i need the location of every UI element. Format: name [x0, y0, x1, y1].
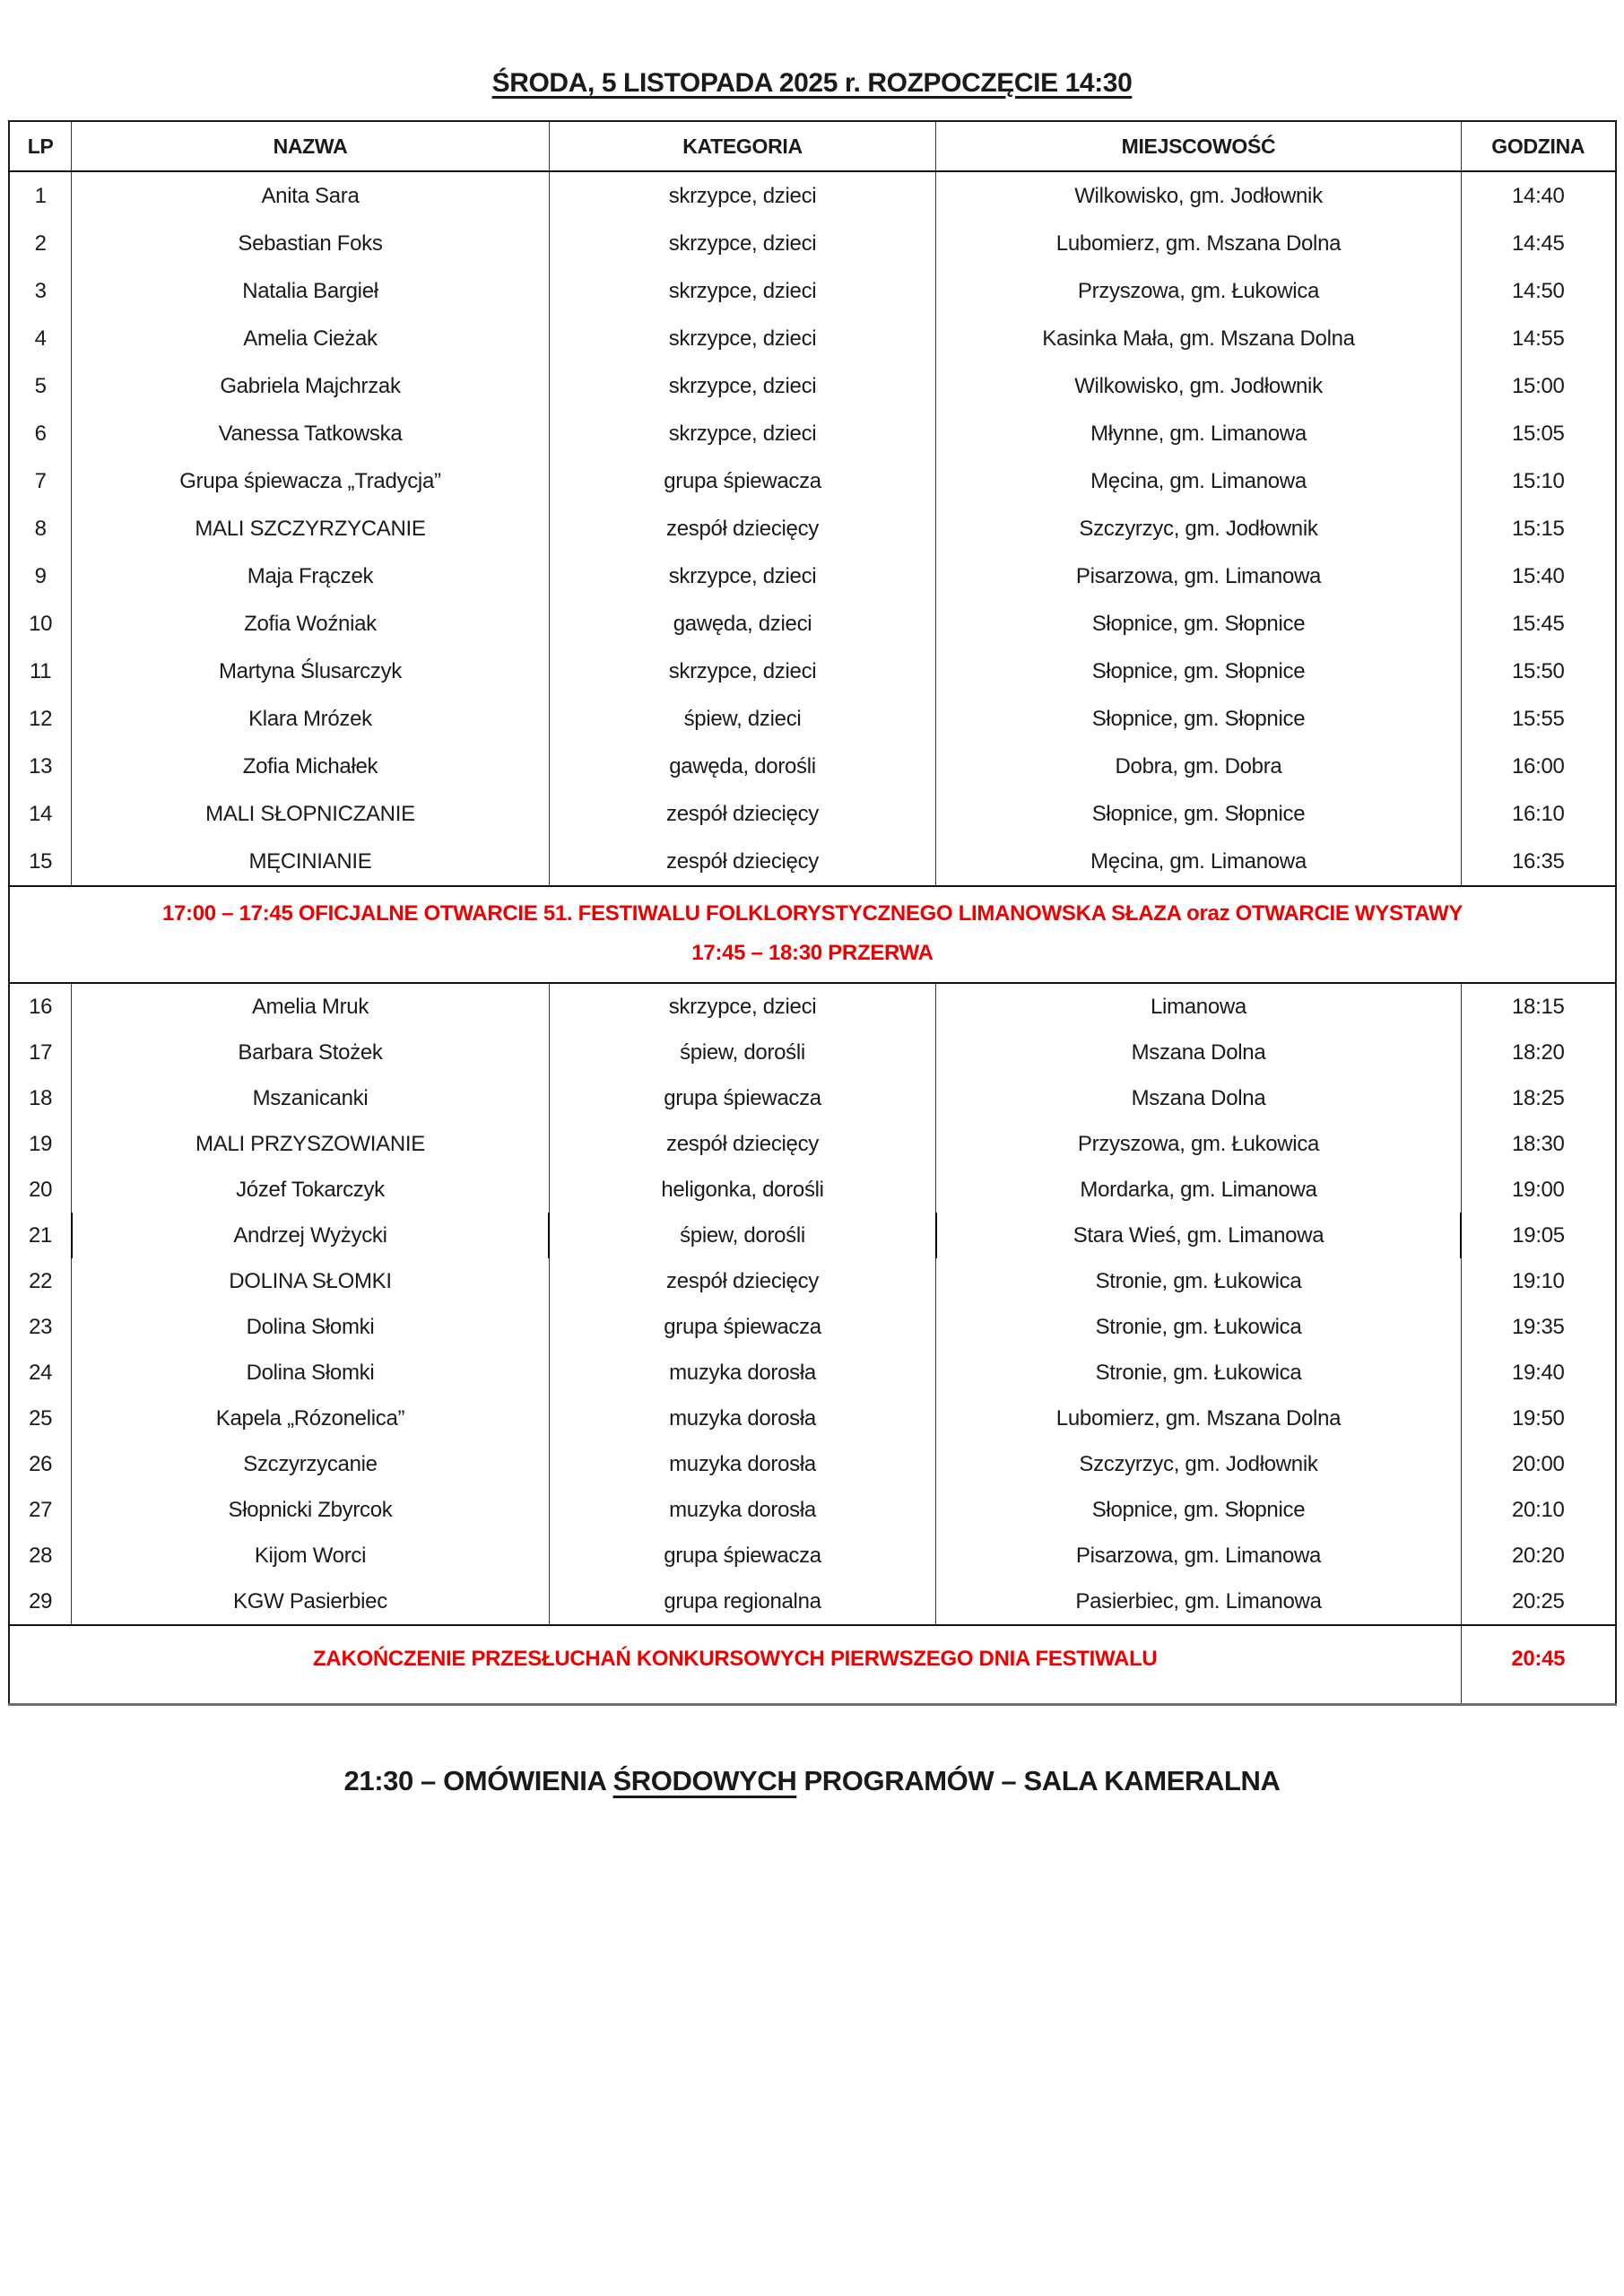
cell-lp: 9 — [34, 563, 47, 588]
cell-miejscowosc: Stronie, gm. Łukowica — [936, 1304, 1461, 1350]
cell-kategoria: grupa śpiewacza — [549, 1075, 936, 1121]
cell-lp: 13 — [29, 753, 53, 778]
table-row — [9, 552, 1616, 600]
cell-godzina: 15:45 — [1461, 600, 1616, 648]
cell-lp: 19 — [29, 1131, 53, 1156]
cell-godzina: 15:10 — [1461, 457, 1616, 505]
cell-miejscowosc: Słopnice, gm. Słopnice — [936, 1487, 1461, 1533]
cell-godzina: 15:40 — [1461, 552, 1616, 600]
banner-row — [9, 886, 1616, 983]
cell-nazwa: Kijom Worci — [72, 1533, 549, 1578]
cell-lp: 7 — [34, 468, 47, 493]
cell-miejscowosc: Lubomierz, gm. Mszana Dolna — [936, 1396, 1461, 1441]
table-row — [9, 362, 1616, 410]
cell-miejscowosc: Słopnice, gm. Słopnice — [936, 600, 1461, 648]
cell-lp: 28 — [29, 1543, 53, 1568]
table-row — [9, 983, 1616, 1030]
cell-kategoria: gawęda, dorośli — [549, 743, 936, 790]
cell-lp: 4 — [34, 326, 47, 351]
cell-miejscowosc: Młynne, gm. Limanowa — [936, 410, 1461, 457]
evening-note-underlined: ŚRODOWYCH — [612, 1765, 797, 1796]
cell-kategoria: gawęda, dzieci — [549, 600, 936, 648]
cell-miejscowosc: Stronie, gm. Łukowica — [936, 1350, 1461, 1396]
cell-kategoria: grupa śpiewacza — [549, 1304, 936, 1350]
closing-row — [9, 1625, 1616, 1705]
cell-nazwa: Słopnicki Zbyrcok — [72, 1487, 549, 1533]
cell-nazwa: Amelia Cieżak — [72, 315, 549, 362]
cell-nazwa: Maja Frączek — [72, 552, 549, 600]
cell-godzina: 16:35 — [1461, 838, 1616, 886]
cell-lp: 17 — [29, 1039, 53, 1065]
table-row — [9, 505, 1616, 552]
cell-nazwa: Józef Tokarczyk — [72, 1167, 549, 1213]
header-kategoria: KATEGORIA — [549, 121, 936, 171]
table-row — [9, 410, 1616, 457]
header-godzina: GODZINA — [1461, 121, 1616, 171]
cell-miejscowosc: Męcina, gm. Limanowa — [936, 457, 1461, 505]
table-row — [9, 315, 1616, 362]
cell-miejscowosc: Pisarzowa, gm. Limanowa — [936, 552, 1461, 600]
cell-lp: 8 — [34, 516, 47, 541]
closing-row-group — [9, 1625, 1616, 1705]
header-nazwa: NAZWA — [72, 121, 549, 171]
cell-lp: 14 — [29, 801, 53, 826]
cell-godzina: 18:15 — [1461, 983, 1616, 1030]
page-title-text: ŚRODA, 5 LISTOPADA 2025 r. ROZPOCZĘCIE 14:30 — [491, 68, 1133, 98]
cell-kategoria: skrzypce, dzieci — [549, 267, 936, 315]
cell-kategoria: grupa śpiewacza — [549, 1533, 936, 1578]
cell-miejscowosc: Przyszowa, gm. Łukowica — [936, 1121, 1461, 1167]
cell-godzina: 18:25 — [1461, 1075, 1616, 1121]
cell-miejscowosc: Mordarka, gm. Limanowa — [936, 1167, 1461, 1213]
cell-lp: 21 — [28, 1222, 52, 1248]
cell-nazwa: MALI SŁOPNICZANIE — [72, 790, 549, 838]
table-row — [9, 267, 1616, 315]
evening-note-prefix: 21:30 – OMÓWIENIA — [343, 1765, 613, 1796]
cell-kategoria: muzyka dorosła — [549, 1396, 936, 1441]
cell-godzina: 15:15 — [1461, 505, 1616, 552]
cell-nazwa: Szczyrzycanie — [72, 1441, 549, 1487]
cell-nazwa: Martyna Ślusarczyk — [72, 648, 549, 695]
cell-godzina: 19:05 — [1461, 1213, 1616, 1258]
cell-miejscowosc: Mszana Dolna — [936, 1030, 1461, 1075]
table-row — [9, 790, 1616, 838]
cell-godzina: 15:05 — [1461, 410, 1616, 457]
table-row — [9, 838, 1616, 886]
cell-nazwa: Zofia Woźniak — [72, 600, 549, 648]
table-row — [9, 1030, 1616, 1075]
cell-miejscowosc: Słopnice, gm. Słopnice — [936, 790, 1461, 838]
cell-nazwa: Amelia Mruk — [72, 983, 549, 1030]
cell-lp: 11 — [30, 658, 52, 683]
cell-godzina: 15:55 — [1461, 695, 1616, 743]
cell-kategoria: skrzypce, dzieci — [549, 362, 936, 410]
cell-nazwa: MALI PRZYSZOWIANIE — [72, 1121, 549, 1167]
cell-miejscowosc: Limanowa — [936, 983, 1461, 1030]
cell-godzina: 15:00 — [1461, 362, 1616, 410]
cell-miejscowosc: Pasierbiec, gm. Limanowa — [936, 1578, 1461, 1625]
table-row — [9, 1258, 1616, 1304]
cell-kategoria: skrzypce, dzieci — [549, 983, 936, 1030]
cell-nazwa: Dolina Słomki — [72, 1350, 549, 1396]
header-lp: LP — [9, 121, 72, 171]
cell-nazwa: KGW Pasierbiec — [72, 1578, 549, 1625]
cell-nazwa: Mszanicanki — [72, 1075, 549, 1121]
table-row — [9, 1167, 1616, 1213]
banner-line-1: 17:00 – 17:45 OFICJALNE OTWARCIE 51. FESTIWALU FOLKLORYSTYCZNEGO LIMANOWSKA SŁAZA oraz OTWARCIE WYSTAWY — [161, 901, 1463, 926]
cell-lp: 29 — [29, 1588, 53, 1613]
cell-lp: 1 — [34, 183, 47, 208]
cell-lp: 26 — [29, 1451, 53, 1476]
cell-lp: 16 — [29, 994, 53, 1019]
cell-kategoria: skrzypce, dzieci — [549, 410, 936, 457]
table-row — [9, 1441, 1616, 1487]
cell-godzina: 19:00 — [1461, 1167, 1616, 1213]
cell-miejscowosc: Pisarzowa, gm. Limanowa — [936, 1533, 1461, 1578]
table-row — [9, 1213, 1616, 1258]
cell-godzina: 18:30 — [1461, 1121, 1616, 1167]
cell-miejscowosc: Szczyrzyc, gm. Jodłownik — [936, 1441, 1461, 1487]
cell-nazwa: Sebastian Foks — [72, 220, 549, 267]
cell-lp: 5 — [34, 373, 47, 398]
cell-godzina: 20:25 — [1461, 1578, 1616, 1625]
cell-godzina: 14:40 — [1461, 171, 1616, 220]
cell-kategoria: zespół dziecięcy — [549, 790, 936, 838]
cell-kategoria: śpiew, dzieci — [549, 695, 936, 743]
cell-lp: 18 — [29, 1085, 53, 1110]
cell-kategoria: muzyka dorosła — [549, 1441, 936, 1487]
cell-kategoria: skrzypce, dzieci — [549, 315, 936, 362]
cell-godzina: 19:35 — [1461, 1304, 1616, 1350]
page-title — [0, 68, 1624, 99]
banner-cell — [9, 886, 1616, 983]
cell-godzina: 19:40 — [1461, 1350, 1616, 1396]
cell-kategoria: grupa regionalna — [549, 1578, 936, 1625]
table-row — [9, 171, 1616, 220]
table-row — [9, 1533, 1616, 1578]
cell-godzina: 18:20 — [1461, 1030, 1616, 1075]
cell-nazwa: Barbara Stożek — [72, 1030, 549, 1075]
cell-godzina: 14:55 — [1461, 315, 1616, 362]
cell-kategoria: śpiew, dorośli — [549, 1030, 936, 1075]
cell-nazwa: MĘCINIANIE — [72, 838, 549, 886]
cell-nazwa: DOLINA SŁOMKI — [72, 1258, 549, 1304]
cell-miejscowosc: Wilkowisko, gm. Jodłownik — [936, 171, 1461, 220]
rows-block-1 — [9, 171, 1616, 886]
table-row — [9, 695, 1616, 743]
cell-lp: 12 — [29, 706, 53, 731]
cell-miejscowosc: Stronie, gm. Łukowica — [936, 1258, 1461, 1304]
cell-miejscowosc: Wilkowisko, gm. Jodłownik — [936, 362, 1461, 410]
cell-lp: 25 — [29, 1405, 53, 1431]
table-row — [9, 1121, 1616, 1167]
cell-godzina: 16:10 — [1461, 790, 1616, 838]
cell-kategoria: skrzypce, dzieci — [549, 648, 936, 695]
cell-miejscowosc: Kasinka Mała, gm. Mszana Dolna — [936, 315, 1461, 362]
table-row — [9, 1075, 1616, 1121]
cell-lp: 10 — [29, 611, 53, 636]
cell-godzina: 19:10 — [1461, 1258, 1616, 1304]
cell-nazwa: Dolina Słomki — [72, 1304, 549, 1350]
cell-miejscowosc: Stara Wieś, gm. Limanowa — [936, 1213, 1461, 1258]
cell-nazwa: Gabriela Majchrzak — [72, 362, 549, 410]
cell-godzina: 20:20 — [1461, 1533, 1616, 1578]
cell-lp: 22 — [29, 1268, 53, 1293]
table-row — [9, 1487, 1616, 1533]
cell-miejscowosc: Męcina, gm. Limanowa — [936, 838, 1461, 886]
cell-nazwa: Klara Mrózek — [72, 695, 549, 743]
table-row — [9, 743, 1616, 790]
banner-line-2: 17:45 – 18:30 PRZERWA — [691, 941, 934, 965]
cell-lp: 27 — [29, 1497, 53, 1522]
cell-nazwa: Natalia Bargieł — [72, 267, 549, 315]
cell-kategoria: heligonka, dorośli — [549, 1167, 936, 1213]
cell-lp: 6 — [34, 421, 47, 446]
cell-miejscowosc: Słopnice, gm. Słopnice — [936, 695, 1461, 743]
cell-lp: 15 — [29, 848, 53, 874]
cell-nazwa: Zofia Michałek — [72, 743, 549, 790]
cell-nazwa: Vanessa Tatkowska — [72, 410, 549, 457]
cell-kategoria: zespół dziecięcy — [549, 1121, 936, 1167]
schedule-table — [8, 120, 1617, 1706]
evening-note-suffix: PROGRAMÓW – SALA KAMERALNA — [796, 1765, 1281, 1796]
cell-godzina: 20:10 — [1461, 1487, 1616, 1533]
table-row — [9, 1350, 1616, 1396]
table-row — [9, 648, 1616, 695]
cell-lp: 2 — [34, 230, 47, 256]
cell-nazwa: Anita Sara — [72, 171, 549, 220]
cell-kategoria: muzyka dorosła — [549, 1350, 936, 1396]
cell-godzina: 16:00 — [1461, 743, 1616, 790]
cell-lp: 23 — [29, 1314, 53, 1339]
cell-lp: 3 — [34, 278, 47, 303]
cell-kategoria: śpiew, dorośli — [549, 1213, 936, 1258]
cell-kategoria: zespół dziecięcy — [549, 1258, 936, 1304]
header-row — [9, 121, 1616, 171]
evening-note — [0, 1765, 1624, 1797]
cell-miejscowosc: Słopnice, gm. Słopnice — [936, 648, 1461, 695]
opening-banner — [9, 886, 1616, 983]
cell-lp: 24 — [29, 1360, 53, 1385]
cell-kategoria: grupa śpiewacza — [549, 457, 936, 505]
table-row — [9, 1578, 1616, 1625]
table-header — [9, 121, 1616, 171]
cell-kategoria: skrzypce, dzieci — [549, 220, 936, 267]
cell-godzina: 14:45 — [1461, 220, 1616, 267]
closing-label: ZAKOŃCZENIE PRZESŁUCHAŃ KONKURSOWYCH PIERWSZEGO DNIA FESTIWALU — [9, 1625, 1461, 1705]
table-row — [9, 1304, 1616, 1350]
cell-godzina: 19:50 — [1461, 1396, 1616, 1441]
cell-miejscowosc: Lubomierz, gm. Mszana Dolna — [936, 220, 1461, 267]
cell-kategoria: zespół dziecięcy — [549, 505, 936, 552]
table-row — [9, 600, 1616, 648]
cell-nazwa: Andrzej Wyżycki — [72, 1213, 549, 1258]
cell-kategoria: zespół dziecięcy — [549, 838, 936, 886]
table-row — [9, 1396, 1616, 1441]
cell-miejscowosc: Mszana Dolna — [936, 1075, 1461, 1121]
cell-nazwa: Kapela „Rózonelica” — [72, 1396, 549, 1441]
cell-miejscowosc: Dobra, gm. Dobra — [936, 743, 1461, 790]
cell-godzina: 20:00 — [1461, 1441, 1616, 1487]
table-row — [9, 220, 1616, 267]
cell-lp: 20 — [29, 1177, 53, 1202]
rows-block-2 — [9, 983, 1616, 1625]
closing-time: 20:45 — [1461, 1625, 1616, 1705]
table-row — [9, 457, 1616, 505]
cell-godzina: 14:50 — [1461, 267, 1616, 315]
cell-miejscowosc: Przyszowa, gm. Łukowica — [936, 267, 1461, 315]
cell-kategoria: skrzypce, dzieci — [549, 171, 936, 220]
cell-kategoria: muzyka dorosła — [549, 1487, 936, 1533]
cell-godzina: 15:50 — [1461, 648, 1616, 695]
cell-kategoria: skrzypce, dzieci — [549, 552, 936, 600]
cell-miejscowosc: Szczyrzyc, gm. Jodłownik — [936, 505, 1461, 552]
cell-nazwa: MALI SZCZYRZYCANIE — [72, 505, 549, 552]
cell-nazwa: Grupa śpiewacza „Tradycja” — [72, 457, 549, 505]
header-miejscowosc: MIEJSCOWOŚĆ — [936, 121, 1461, 171]
